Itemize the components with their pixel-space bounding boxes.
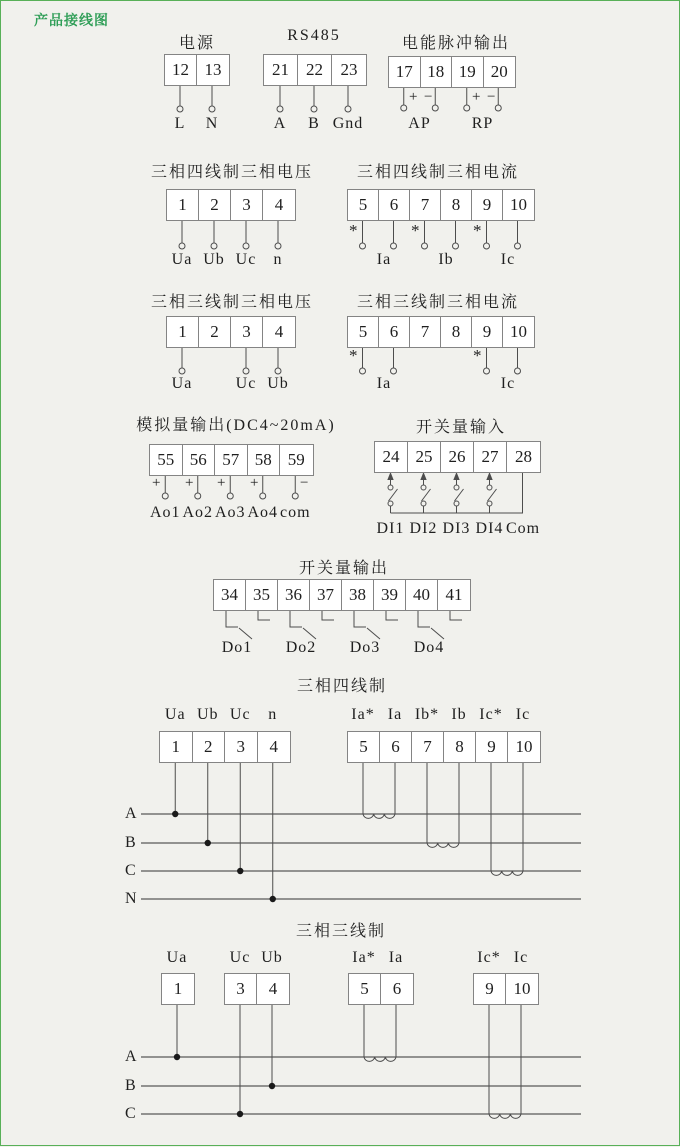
pin-label: Do2 [285,639,317,656]
diagram-4wire-voltage-strip [159,731,291,763]
pin-label: L [174,115,186,132]
terminal-cell: 37 [310,580,342,610]
plus-sign: + [217,475,226,491]
pin-label: Ib [451,706,467,723]
terminal-cell: 10 [515,737,533,756]
terminal-cell: 56 [183,445,216,475]
pin-label: Gnd [332,115,364,132]
page-title: 产品接线图 [34,12,109,28]
minus-sign: − [487,89,496,105]
digital-output-pin-labels [205,639,461,657]
terminal-cell: 6 [379,190,410,220]
analog-output-title: 模拟量输出(DC4~20mA) [136,417,336,434]
pin-label: Ua [164,706,186,723]
terminal-cell: 5 [349,974,381,1004]
diagram-3wire-terminal1-strip [161,973,195,1005]
pin-label: Ua [166,949,188,966]
terminal-cell: 2 [199,190,231,220]
terminal-cell: 1 [167,190,199,220]
polarity-asterisk: * [349,221,358,240]
diagram-4wire-voltage-labels [159,706,289,724]
terminal-cell: 8 [441,317,472,347]
voltage-4wire-pin-labels [166,251,294,269]
pin-label: Ic [500,375,516,392]
terminal-cell: 10 [510,322,527,341]
power-terminal-strip [164,54,230,86]
drop-wires-3wire [177,1003,521,1118]
diagram-4wire-title: 三相四线制 [296,678,387,695]
pin-label: Ao3 [214,504,246,521]
polarity-asterisk: * [473,221,482,240]
current-3wire-terminal-strip [347,316,535,348]
terminal-cell: 26 [441,442,474,472]
terminal-cell: 6 [379,317,410,347]
terminal-cell: 38 [342,580,374,610]
terminal-cell: 59 [287,450,305,469]
terminal-cell: 1 [167,317,199,347]
current-4wire-title: 三相四线制三相电流 [356,164,519,181]
digital-input-terminal-strip [374,441,541,473]
pin-label: DI4 [475,520,504,537]
pin-label: Ia* [352,949,376,966]
terminal-cell: 22 [298,55,332,85]
pin-label: Do4 [413,639,445,656]
terminal-cell: 21 [264,55,298,85]
terminal-cell: 41 [445,585,463,604]
terminal-cell: 27 [474,442,507,472]
pin-label: Ao2 [182,504,214,521]
terminal-cell: 20 [490,62,508,81]
relay-output-contacts [226,609,462,639]
rs485-pin-labels [263,115,365,133]
pin-label: A [273,115,287,132]
terminal-cell: 39 [374,580,406,610]
terminal-cell: 40 [406,580,438,610]
pin-label: Ub [267,375,289,392]
pin-label: Ia [387,706,403,723]
bus-lines-4wire [141,814,581,899]
drop-wires-4wire [175,761,523,899]
minus-sign: − [424,89,433,105]
terminal-cell: 4 [269,737,278,756]
terminal-cell: 19 [452,57,484,87]
junction-dots-4wire [172,811,276,902]
pin-label: Do3 [349,639,381,656]
terminal-cell: 3 [225,974,257,1004]
terminal-cell: 35 [246,580,278,610]
pin-label: Ub [203,251,225,268]
bus-lines-3wire [141,1057,581,1114]
pin-label: Uc [235,375,257,392]
pin-label: Ia [376,251,392,268]
up-arrow-icon [387,472,492,480]
diagram-3wire-terminal34-strip [224,973,290,1005]
pin-label: Uc [229,949,251,966]
plus-sign: + [152,475,161,491]
pin-label: Ub [196,706,219,723]
terminal-cell: 2 [199,317,231,347]
pulse-pair-labels [388,115,514,133]
terminal-cell: 1 [160,732,193,762]
pin-label: Ia [376,375,392,392]
terminal-cell: 58 [248,445,281,475]
phase-label-a: A [125,805,137,822]
pin-label: Ia [388,949,404,966]
terminal-cell: 6 [380,732,412,762]
diagram-3wire-terminal910-strip [473,973,539,1005]
voltage-3wire-pin-labels [166,375,294,393]
pin-label: Ao4 [247,504,279,521]
pulse-terminal-strip [388,56,516,88]
plus-sign: + [185,475,194,491]
pin-label: RP [471,115,494,132]
phase-label-a: A [125,1048,137,1065]
digital-output-terminal-strip [213,579,471,611]
digital-input-pin-labels [374,520,539,538]
terminal-cell: 10 [510,195,527,214]
pin-label [415,375,477,393]
voltage-4wire-title: 三相四线制三相电压 [150,164,313,181]
terminal-cell: 3 [231,317,263,347]
polarity-asterisk: * [473,346,482,365]
polarity-asterisk: * [411,221,420,240]
terminal-cell: 3 [225,732,258,762]
pin-label: Uc [229,706,251,723]
pin-label: Ic* [477,949,501,966]
pulse-title: 电能脉冲输出 [401,35,510,52]
rs485-title: RS485 [287,27,341,44]
pin-label: DI3 [442,520,471,537]
pin-label: Ib* [414,706,440,723]
pin-label: Ua [171,375,193,392]
terminal-cell: 5 [348,317,379,347]
digital-output-title: 开关量输出 [298,560,389,577]
plus-sign: + [250,475,259,491]
diagram-3wire-title: 三相三线制 [295,923,386,940]
pin-label: Ic [515,706,531,723]
terminal-cell: 9 [472,190,503,220]
analog-output-pin-labels [149,504,312,522]
terminal-cell: 57 [215,445,248,475]
voltage-3wire-terminal-strip [166,316,296,348]
terminal-cell: 5 [348,732,380,762]
phase-label-n: N [125,890,137,907]
pin-label: N [205,115,219,132]
terminal-cell: 7 [410,190,441,220]
terminal-cell: 2 [193,732,226,762]
ct-coil-icon [364,1057,396,1061]
plus-sign: + [472,89,481,105]
phase-label-c: C [125,1105,136,1122]
phase-label-b: B [125,834,136,851]
diagram-4wire-current-strip [347,731,541,763]
pin-label: Ib [438,251,454,268]
terminal-cell: 13 [204,60,222,79]
ct-coil-icon [489,1114,521,1118]
terminal-cell: 28 [515,447,532,466]
terminal-cell: 7 [410,317,441,347]
diagram-3wire-ic-labels [473,949,537,967]
pin-label: Uc [235,251,257,268]
pin-label: AP [408,115,431,132]
terminal-cell: 25 [408,442,441,472]
polarity-asterisk: * [349,346,358,365]
terminal-cell: 6 [392,979,402,998]
terminal-cell: 12 [165,55,197,85]
pin-label: Ao1 [149,504,181,521]
pin-label: Com [506,520,541,537]
pin-label [198,375,230,393]
terminal-cell: 24 [375,442,408,472]
diagram-3wire-terminal56-strip [348,973,414,1005]
switch-blade [389,489,497,501]
terminal-cell: 10 [513,979,531,998]
pin-label: Ia* [351,706,375,723]
current-3wire-pin-labels [353,375,539,393]
diagram-3wire-ucub-labels [224,949,288,967]
terminal-cell: 36 [278,580,310,610]
current-3wire-title: 三相三线制三相电流 [356,294,519,311]
terminal-cell: 9 [476,732,508,762]
diagram-3wire-ua-label [161,949,193,967]
voltage-4wire-terminal-strip [166,189,296,221]
terminal-cell: 1 [173,979,183,998]
digital-input-title: 开关量输入 [415,419,506,436]
diagram-3wire-ia-labels [348,949,412,967]
analog-output-terminal-strip [149,444,314,476]
terminal-cell: 18 [421,57,453,87]
ct-coil-icon [363,814,395,818]
ct-coil-icon [491,871,523,875]
contact-blade [239,628,444,639]
ct-coil-icon [427,843,459,847]
phase-label-b: B [125,1077,136,1094]
pin-label: Ic [513,949,529,966]
phase-label-c: C [125,862,136,879]
terminal-cell: 34 [214,580,246,610]
rs485-terminal-strip [263,54,367,86]
plus-sign: + [409,89,418,105]
digital-input-switches [387,471,522,513]
pin-label: Do1 [221,639,253,656]
terminal-cell: 4 [274,195,284,214]
terminal-cell: 17 [389,57,421,87]
pin-label: Ic* [479,706,503,723]
voltage-3wire-title: 三相三线制三相电压 [150,294,313,311]
current-4wire-pin-labels [353,251,539,269]
current-4wire-terminal-strip [347,189,535,221]
terminal-cell: 9 [474,974,506,1004]
terminal-cell: 23 [340,60,358,79]
terminal-cell: 8 [444,732,476,762]
pin-label: n [268,706,278,723]
pin-label: com [279,504,311,521]
terminal-cell: 4 [274,322,284,341]
pin-label: DI1 [376,520,405,537]
terminal-cell: 55 [150,445,183,475]
pin-label: DI2 [409,520,438,537]
pin-label: Ic [500,251,516,268]
minus-sign: − [300,475,309,491]
terminal-cell: 4 [268,979,278,998]
diagram-4wire-current-labels [347,706,539,724]
pin-label: Ub [261,949,283,966]
terminal-cell: 9 [472,317,503,347]
power-title: 电源 [178,35,215,52]
pin-label: n [273,251,283,268]
pin-label: B [308,115,320,132]
terminal-cell: 7 [412,732,444,762]
terminal-cell: 8 [441,190,472,220]
terminal-cell: 5 [348,190,379,220]
terminal-cell: 3 [231,190,263,220]
power-pin-labels [164,115,228,133]
pin-label: Ua [171,251,193,268]
